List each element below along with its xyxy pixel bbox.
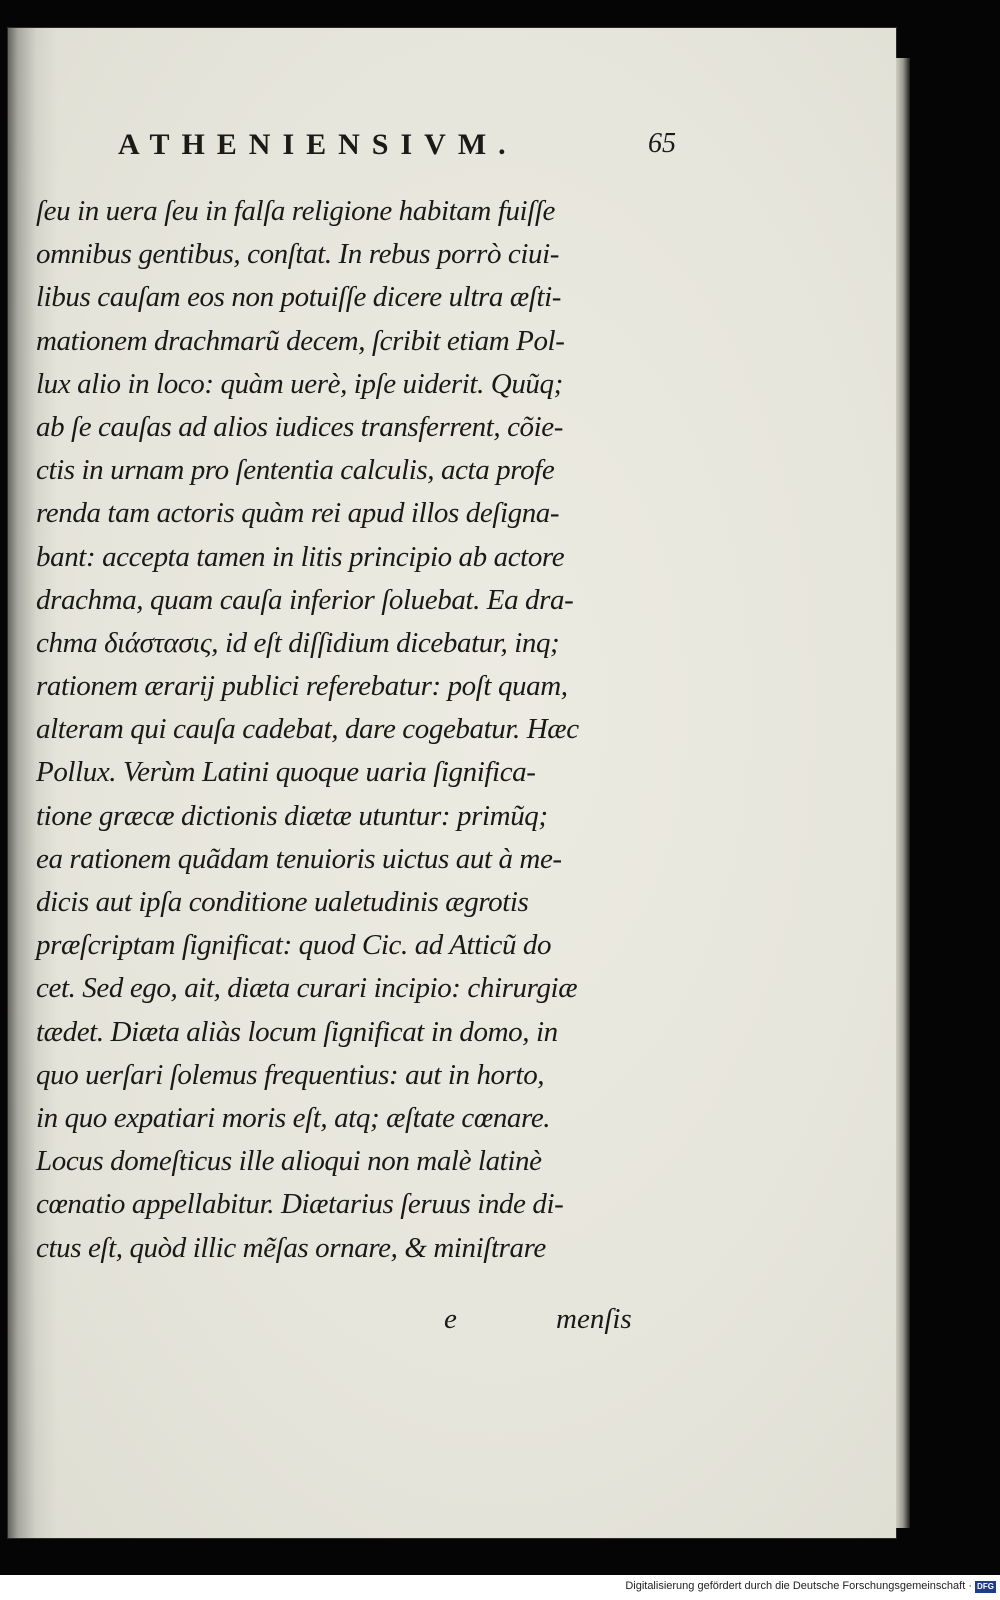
page-edge [896, 58, 910, 1528]
page-number: 65 [648, 128, 676, 159]
text-line: ctus eſt, quòd illic mẽſas ornare, & miniſtrare [36, 1231, 546, 1264]
text-line: drachma, quam cauſa inferior ſoluebat. Ea dra- [36, 583, 574, 616]
dfg-logo: DFG [975, 1581, 996, 1593]
text-line: tædet. Diæta aliàs locum ſignificat in domo, in [36, 1015, 558, 1048]
text-line: Locus domeſticus ille alioqui non malè latinè [36, 1145, 542, 1178]
text-line: ſeu in uera ſeu in falſa religione habitam fuiſſe [36, 195, 555, 227]
text-line: dicis aut ipſa conditione ualetudinis ægrotis [36, 886, 529, 918]
text-line: quo uerſari ſolemus frequentius: aut in horto, [36, 1058, 545, 1091]
text-line: ab ſe cauſas ad alios iudices transferrent, cõie- [36, 410, 564, 443]
text-line: mationem drachmarũ decem, ſcribit etiam Pol- [36, 324, 565, 357]
text-line: in quo expatiari moris eſt, atq; æſtate cœnare. [36, 1101, 551, 1134]
text-line: præſcriptam ſignificat: quod Cic. ad Atticũ do [36, 929, 552, 962]
footer-bar [0, 1575, 1000, 1600]
text-line: ctis in urnam pro ſententia calculis, acta profe [36, 454, 555, 487]
catchword: menſis [556, 1303, 632, 1335]
body-text [36, 190, 686, 1270]
text-line: chma διάστασις, id eſt diſſidium dicebatur, inq; [36, 626, 560, 659]
text-line: cœnatio appellabitur. Diætarius ſeruus inde di- [36, 1188, 564, 1221]
signature-mark: e [444, 1303, 457, 1335]
text-line: alteram qui cauſa cadebat, dare cogebatur. Hæc [36, 713, 579, 746]
text-line: renda tam actoris quàm rei apud illos deſigna- [36, 497, 560, 530]
running-head: ATHENIENSIVM. [118, 128, 518, 161]
text-line: omnibus gentibus, conſtat. In rebus porrò ciui- [36, 238, 560, 271]
book-page [8, 28, 896, 1538]
text-line: bant: accepta tamen in litis principio ab actore [36, 540, 565, 573]
text-line: ea rationem quãdam tenuioris uictus aut à me- [36, 842, 562, 875]
funding-credit: Digitalisierung gefördert durch die Deutsche Forschungsgemeinschaft · [625, 1580, 972, 1592]
text-line: lux alio in loco: quàm uerè, ipſe uiderit. Quũq; [36, 367, 563, 400]
text-line: rationem ærarij publici referebatur: poſt quam, [36, 670, 568, 703]
text-line: Pollux. Verùm Latini quoque uaria ſignifica- [36, 756, 536, 789]
text-line: libus cauſam eos non potuiſſe dicere ultra æſti- [36, 281, 562, 314]
text-line: cet. Sed ego, ait, diæta curari incipio: chirurgiæ [36, 972, 578, 1005]
text-line: tione græcæ dictionis diætæ utuntur: primũq; [36, 799, 548, 832]
